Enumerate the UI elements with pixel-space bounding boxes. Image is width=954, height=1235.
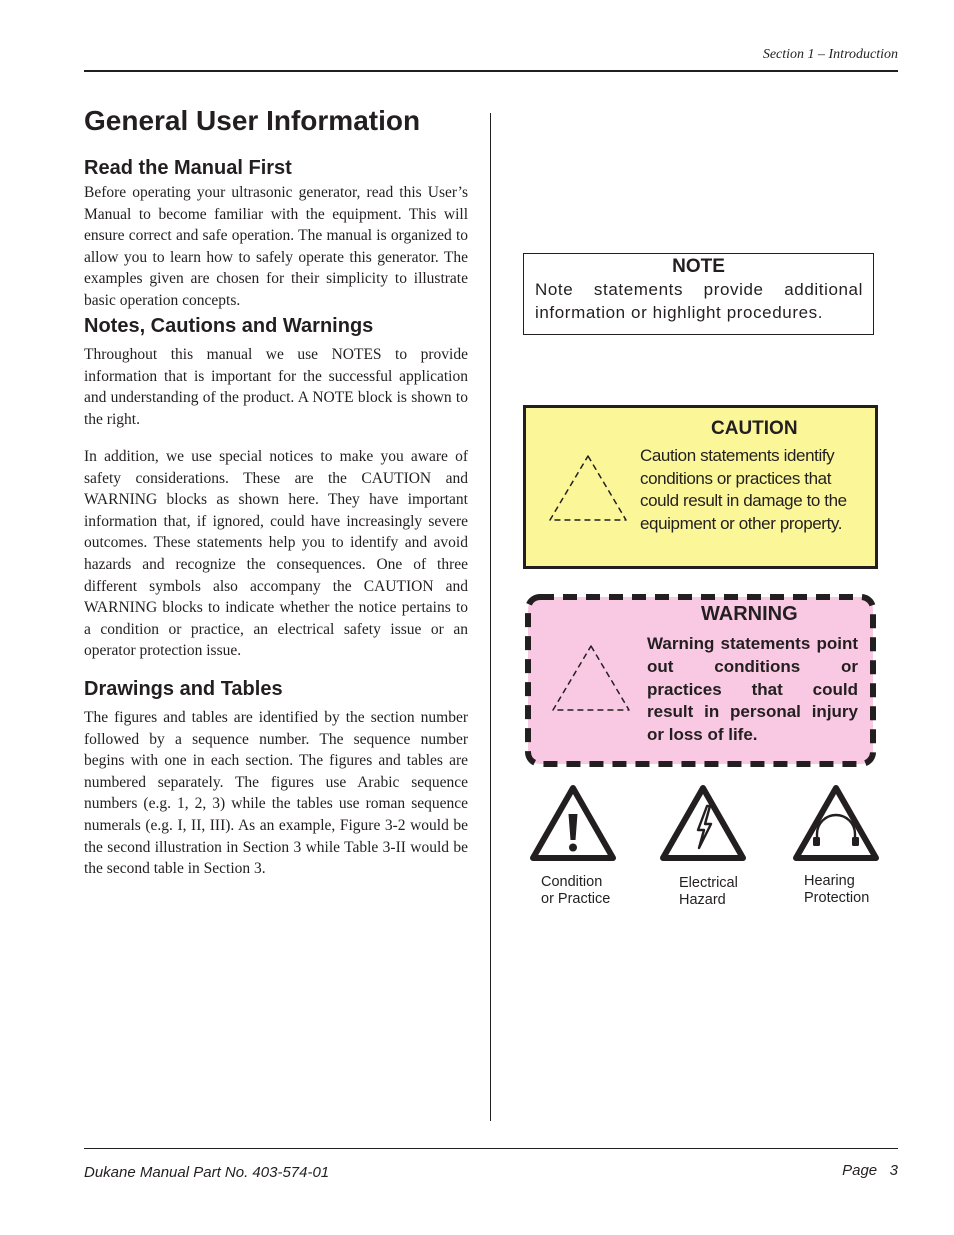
symbol-label-condition-line2: or Practice bbox=[541, 891, 611, 907]
warning-block bbox=[523, 592, 878, 769]
header-rule bbox=[84, 70, 898, 72]
footer-part-number: Dukane Manual Part No. 403-574-01 bbox=[84, 1164, 330, 1181]
footer-rule bbox=[84, 1148, 898, 1149]
symbol-label-electrical-line2: Hazard bbox=[679, 892, 726, 908]
paragraph-notes-2: In addition, we use special notices to make you aware of safety considerations. These are the CAUTION and WARNING blocks as shown here. They have important information that, if ignored, could have increasingly severe outcomes. These statements help you to identify and avoid hazards and recognize the consequences. One of three different symbols also accompany the CAUTION and WARNING blocks to indicate whether the notice pertains to a condition or practice, an electrical safety issue or an operator protection issue. bbox=[84, 448, 468, 660]
caution-text: Caution statements identify conditions or practices that could result in damage to the equipment or other property. bbox=[640, 446, 847, 533]
symbol-label-condition-line1: Condition bbox=[541, 874, 603, 890]
note-title: NOTE bbox=[672, 256, 725, 277]
section-header: Section 1 – Introduction bbox=[762, 47, 898, 62]
caution-placeholder-triangle-icon bbox=[546, 452, 630, 524]
paragraph-notes-1: Throughout this manual we use NOTES to provide information that is important for the successful application and understanding of the product. A NOTE block is shown to the right. bbox=[84, 346, 468, 428]
caution-block bbox=[523, 405, 878, 569]
symbol-label-electrical bbox=[679, 875, 738, 909]
headphones-triangle-icon bbox=[792, 784, 880, 862]
column-divider bbox=[490, 113, 491, 1121]
symbol-label-hearing-line2: Protection bbox=[804, 890, 870, 906]
paragraph-read-manual: Before operating your ultrasonic generator, read this User’s Manual to become familiar with the equipment. This will ensure correct and safe operation. The manual is organized to allow you to learn how to safely operate this generator. The examples given are chosen for their simplicity to illustrate basic operation concepts. bbox=[84, 184, 468, 309]
symbol-label-electrical-line1: Electrical bbox=[679, 875, 738, 891]
symbol-label-hearing bbox=[804, 873, 869, 907]
heading-read-manual: Read the Manual First bbox=[84, 157, 292, 179]
symbol-label-condition bbox=[541, 874, 610, 908]
exclamation-triangle-icon bbox=[529, 784, 617, 862]
footer-page-number: Page 3 bbox=[842, 1162, 898, 1179]
page-title: General User Information bbox=[84, 105, 421, 136]
caution-title: CAUTION bbox=[711, 418, 798, 439]
heading-drawings-tables: Drawings and Tables bbox=[84, 678, 283, 700]
lightning-triangle-icon bbox=[659, 784, 747, 862]
heading-notes-cautions: Notes, Cautions and Warnings bbox=[84, 315, 374, 337]
note-block bbox=[523, 253, 874, 335]
warning-placeholder-triangle-icon bbox=[549, 642, 633, 714]
warning-text: Warning statements point out conditions or practices that could result in personal injury or loss of life. bbox=[647, 634, 858, 745]
note-text: Note statements provide additional information or highlight procedures. bbox=[535, 280, 863, 322]
paragraph-drawings: The figures and tables are identified by the section number followed by a sequence number. The sequence number begins with one in each section. The figures and tables are numbered separately. The figures use Arabic sequence numbers (e.g. 1, 2, 3) while the tables use roman sequence numerals (e.g. I, II, III). As an example, Figure 3-2 would be the second illustration in Section 3 while Table 3-II would be the second table in Section 3. bbox=[84, 709, 468, 878]
symbol-label-hearing-line1: Hearing bbox=[804, 873, 855, 889]
warning-title: WARNING bbox=[701, 603, 798, 625]
